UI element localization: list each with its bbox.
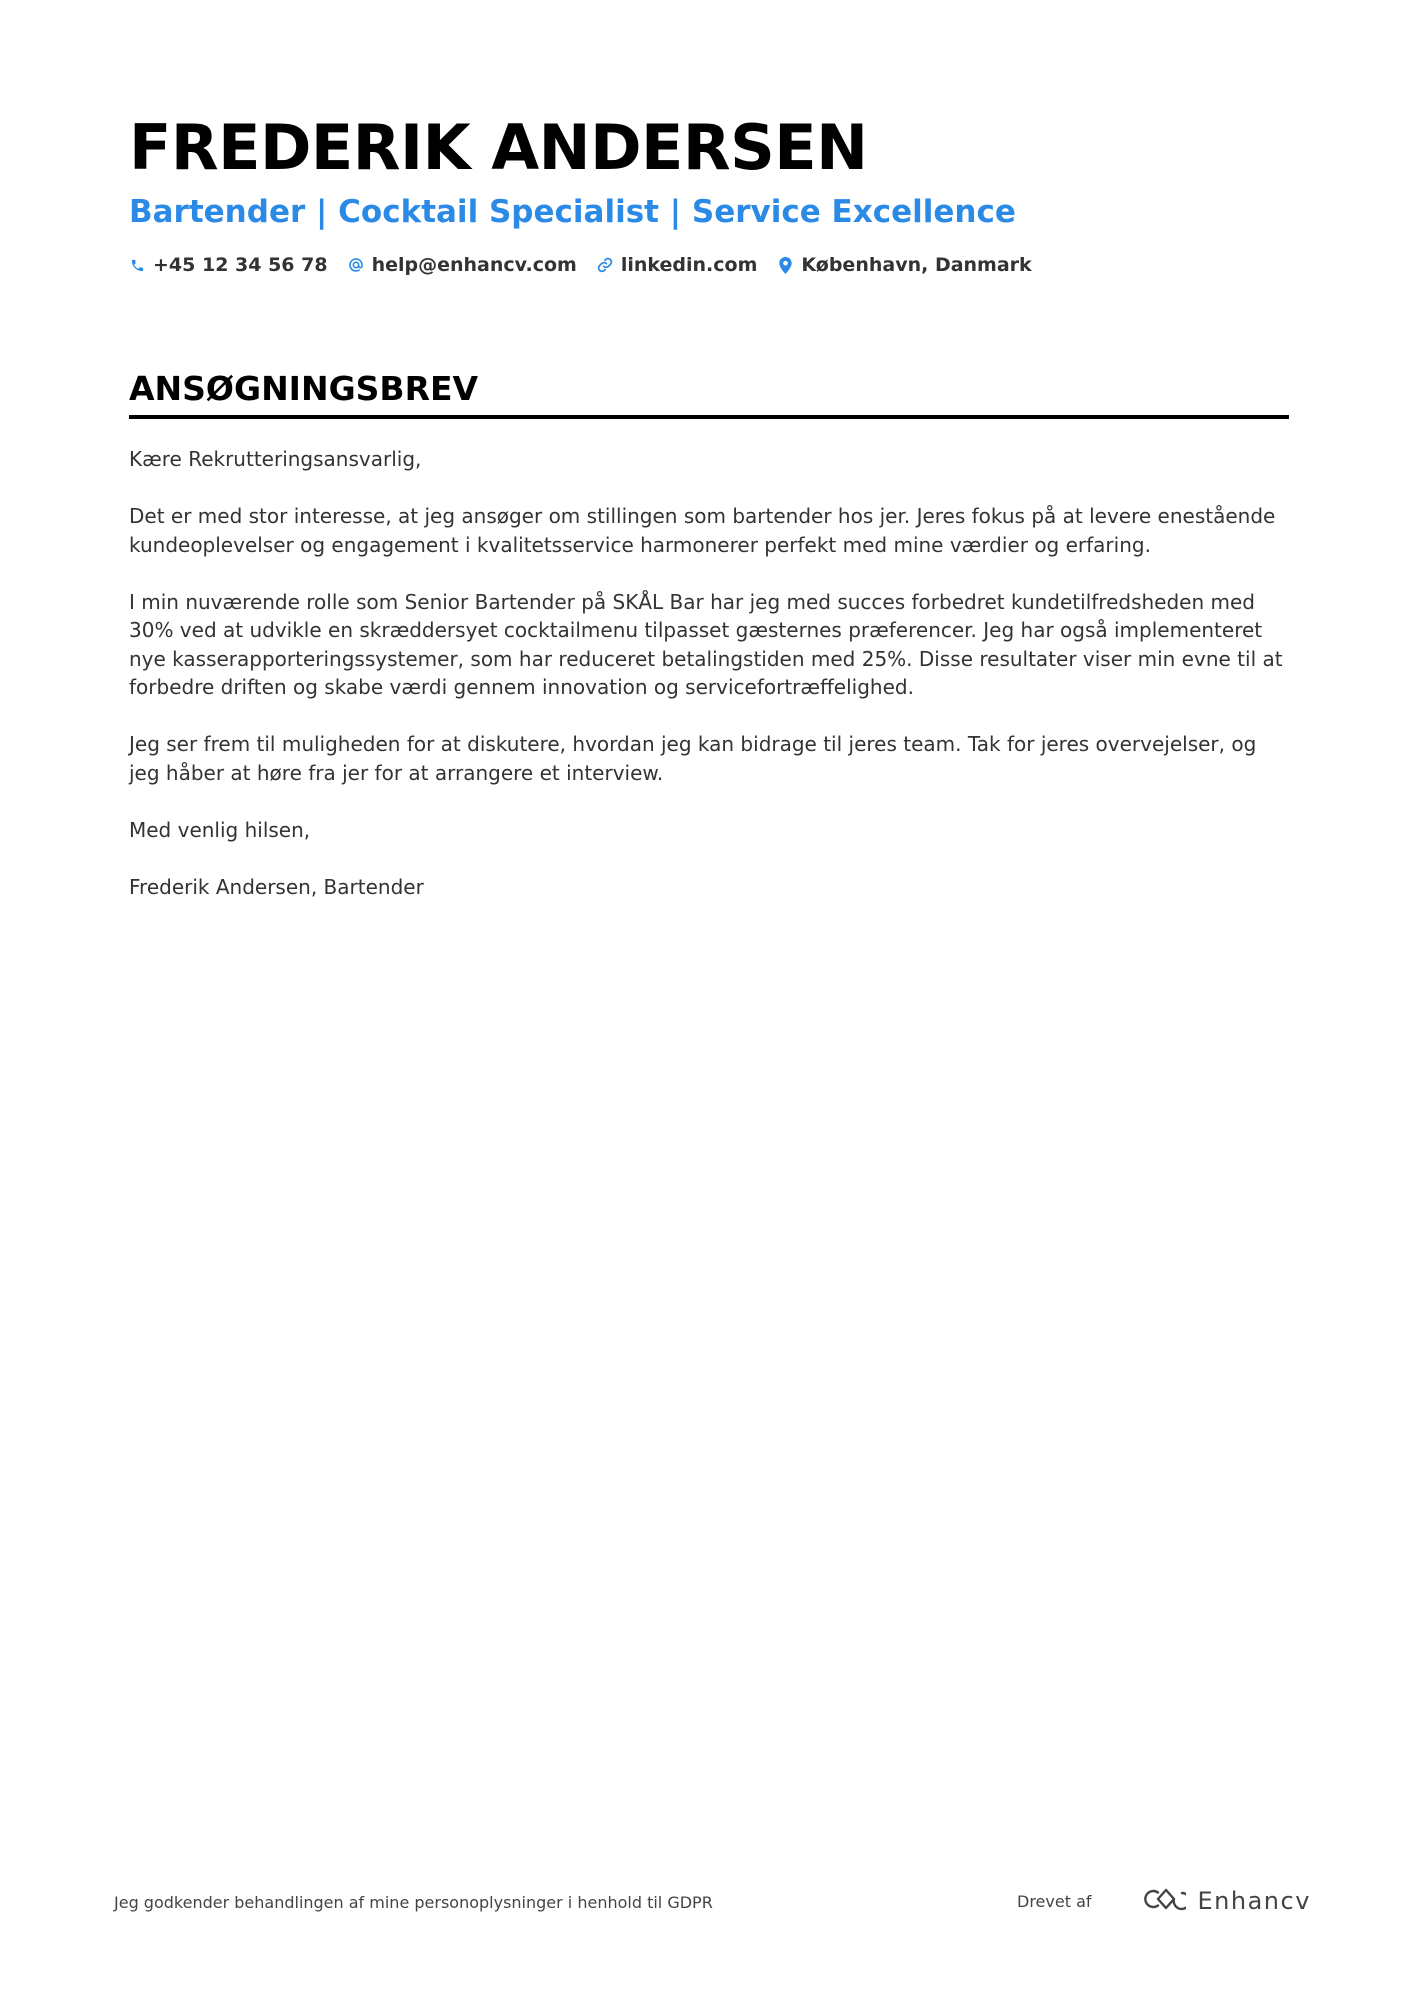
letter-closing: Med venlig hilsen, bbox=[129, 817, 311, 842]
powered-by-label: Drevet af bbox=[1017, 1891, 1092, 1911]
section-divider bbox=[129, 415, 1289, 419]
email-text: help@enhancv.com bbox=[371, 254, 577, 276]
link-icon bbox=[597, 256, 613, 274]
contact-email[interactable] bbox=[348, 254, 577, 276]
location-pin-icon bbox=[777, 256, 793, 274]
phone-icon bbox=[129, 256, 145, 274]
candidate-headline: Bartender | Cocktail Specialist | Service Excellence bbox=[129, 194, 1016, 230]
contact-bar bbox=[129, 254, 1289, 276]
letter-greeting: Kære Rekrutteringsansvarlig, bbox=[129, 447, 422, 471]
header bbox=[129, 112, 1289, 276]
powered-by bbox=[1017, 1886, 1311, 1916]
letter-paragraph-2: I min nuværende rolle som Senior Bartender på SKÅL Bar har jeg med succes forbedret kundetilfredsheden med 30% ved at udvikle en skræddersyet cocktailmenu tilpasset gæsternes præferencer. Jeg har også implementeret nye kasserapporteringssystemer, som har reduceret betalingstiden med 25%. Disse resultater viser min evne til at forbedre driften og skabe værdi gennem innovation og servicefortræffelighed. bbox=[129, 589, 1283, 699]
section-title: ANSØGNINGSBREV bbox=[129, 369, 479, 408]
contact-phone bbox=[129, 254, 328, 276]
contact-location bbox=[777, 254, 1031, 276]
enhancv-logo-icon bbox=[1138, 1886, 1186, 1916]
letter-paragraph-3: Jeg ser frem til muligheden for at diskutere, hvordan jeg kan bidrage til jeres team. Tak for jeres overvejelser, og jeg håber at høre fra jer for at arrangere et interview. bbox=[129, 732, 1257, 785]
letter-signature: Frederik Andersen, Bartender bbox=[129, 874, 424, 899]
cover-letter-section bbox=[129, 368, 1289, 930]
enhancv-brand-name: Enhancv bbox=[1197, 1887, 1311, 1915]
letter-paragraph-1: Det er med stor interesse, at jeg ansøger om stillingen som bartender hos jer. Jeres fokus på at levere enestående kundeoplevelser og engagement i kvalitetsservice harmonerer perfekt med mine værdier og erfaring. bbox=[129, 504, 1276, 557]
enhancv-brand[interactable] bbox=[1138, 1886, 1311, 1916]
phone-text: +45 12 34 56 78 bbox=[153, 254, 328, 276]
contact-linkedin[interactable] bbox=[597, 254, 758, 276]
candidate-name: FREDERIK ANDERSEN bbox=[129, 111, 868, 184]
location-text: København, Danmark bbox=[801, 254, 1032, 276]
letter-body bbox=[129, 445, 1289, 901]
gdpr-consent: Jeg godkender behandlingen af mine personoplysninger i henhold til GDPR bbox=[114, 1893, 713, 1912]
linkedin-text: linkedin.com bbox=[620, 254, 758, 276]
at-icon bbox=[348, 256, 364, 274]
